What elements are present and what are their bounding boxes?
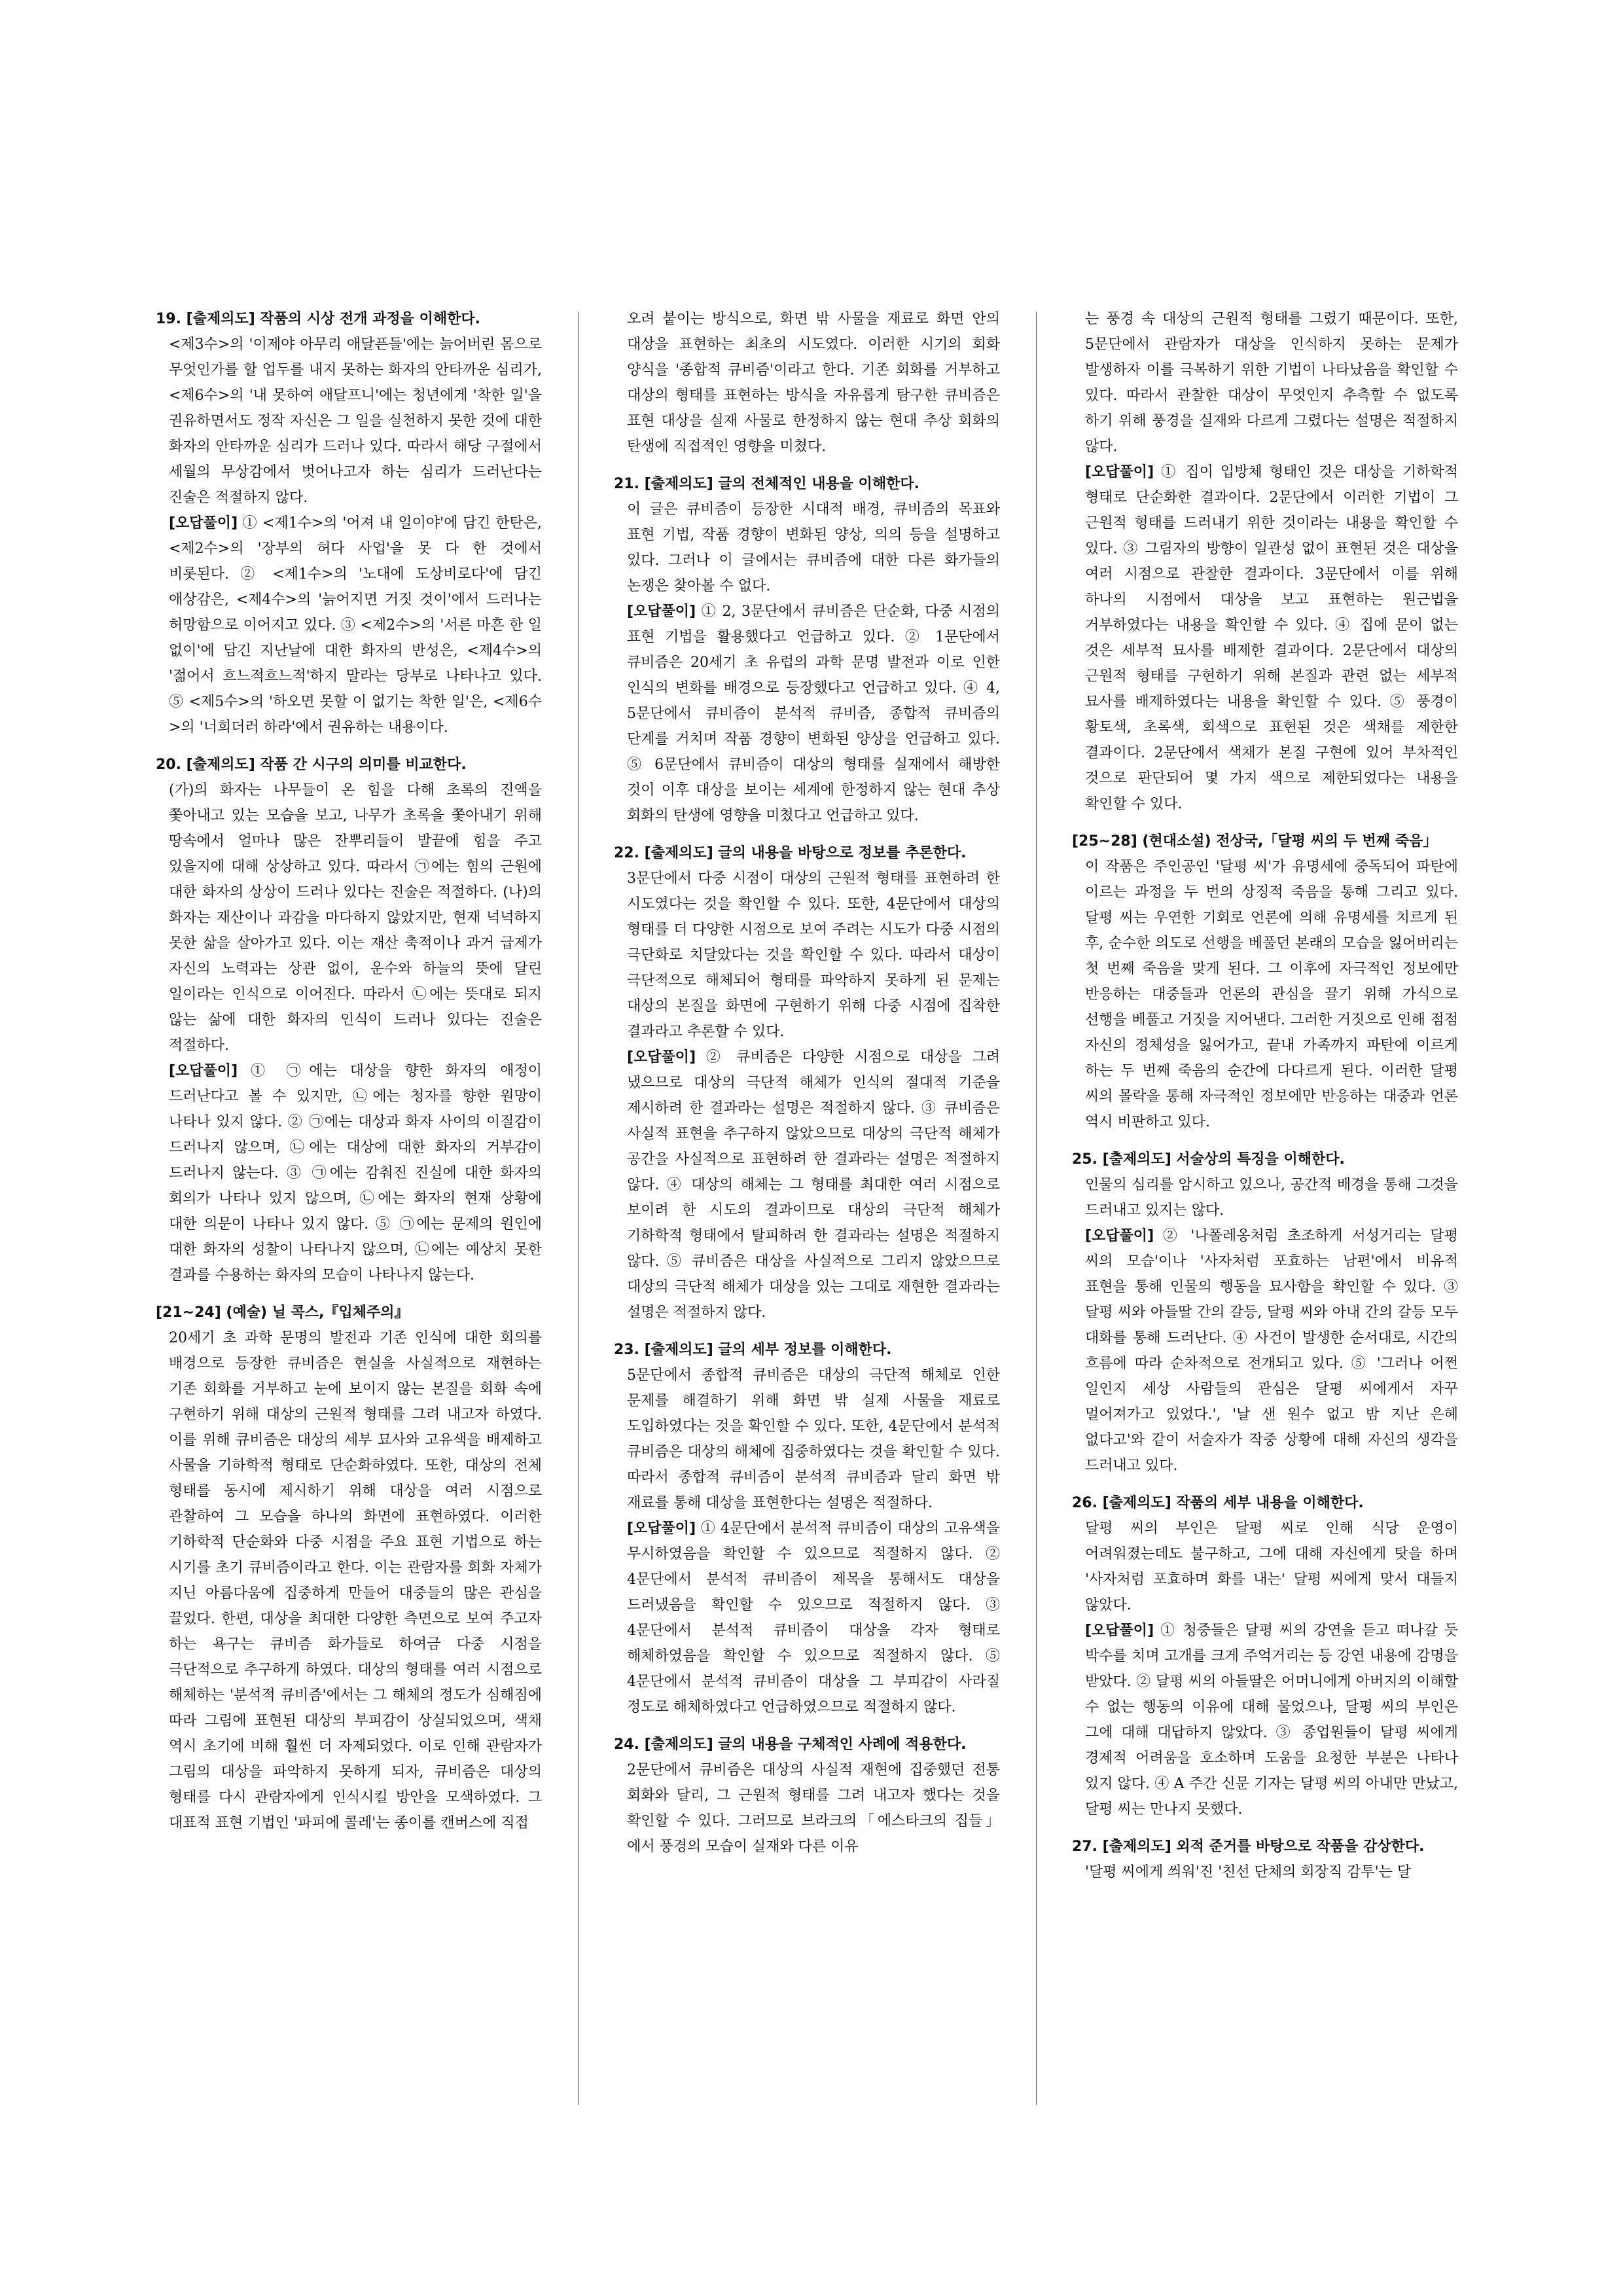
paragraph-text: 이 글은 큐비즘이 등장한 시대적 배경, 큐비즘의 목표와 표현 기법, 작품 경향이 변화된 양상, 의의 등을 설명하고 있다. 그러나 이 글에서는 큐비즘에 대한 다른 화가들의 논쟁은 찾아볼 수 없다. xyxy=(627,501,1000,594)
answer-sheet-page xyxy=(156,306,1465,2113)
explanation-paragraph xyxy=(614,866,1000,1045)
explanation-paragraph xyxy=(614,497,1000,599)
wrong-answer-tag: [오답풀이] xyxy=(1085,1228,1154,1244)
wrong-answer-tag: [오답풀이] xyxy=(627,1520,696,1537)
answer-section xyxy=(156,1300,542,1836)
paragraph-text: 인물의 심리를 암시하고 있으나, 공간적 배경을 통해 그것을 드러내고 있지는 않다. xyxy=(1085,1177,1458,1219)
answer-section xyxy=(1072,306,1458,817)
answer-section xyxy=(614,471,1000,829)
answer-section xyxy=(1072,829,1458,1135)
explanation-paragraph xyxy=(614,1363,1000,1516)
explanation-paragraph xyxy=(614,306,1000,459)
paragraph-text: (가)의 화자는 나무들이 온 힘을 다해 초록의 진액을 쫓아내고 있는 모습을 보고, 나무가 초록을 쫓아내기 위해 땅속에서 얼마나 많은 잔뿌리들이 발끝에 힘을 주고 있을지에 대해 상상하고 있다. 따라서 ㉠에는 힘의 근원에 대한 화자의 상상이 드러나 있다는 진술은 적절하다. (나)의 화자는 재산이나 과감을 마다하지 않았지만, 현재 넉넉하지 못한 삶을 살아가고 있다. 이는 재산 축적이나 과거 급제가 자신의 노력과는 상관 없이, 운수와 하늘의 뜻에 달린 일이라는 인식으로 이어진다. 따라서 ㉡에는 뜻대로 되지 않는 삶에 대한 화자의 인식이 드러나 있다는 진술은 적절하다. xyxy=(169,782,542,1054)
paragraph-text: ① 청중들은 달평 씨의 강연을 듣고 떠나갈 듯 박수를 치며 고개를 크게 주억거리는 등 강연 내용에 감명을 받았다. ② 달평 씨의 아들딸은 어머니에게 아버지의 이해할 수 없는 행동의 이유에 대해 물었으나, 달평 씨의 부인은 그에 대해 대답하지 않았다. ③ 종업원들이 달평 씨에게 경제적 어려움을 호소하며 도움을 요청한 부분은 나타나 있지 않다. ④ A 주간 신문 기자는 달평 씨의 아내만 만났고, 달평 씨는 만나지 못했다. xyxy=(1085,1623,1458,1818)
paragraph-text: ① ㉠에는 대상을 향한 화자의 애정이 드러난다고 볼 수 있지만, ㉡에는 청자를 향한 원망이 나타나 있지 않다. ② ㉠에는 대상과 화자 사이의 이질감이 드러나지 않으며, ㉡에는 대상에 대한 화자의 거부감이 드러나지 않는다. ③ ㉠에는 감춰진 진실에 대한 화자의 회의가 나타나 있지 않으며, ㉡에는 화자의 현재 상황에 대한 의문이 나타나 있지 않다. ⑤ ㉠에는 문제의 원인에 대한 화자의 성찰이 나타나지 않으며, ㉡에는 예상치 못한 결과를 수용하는 화자의 모습이 나타나지 않는다. xyxy=(169,1063,542,1283)
answer-section xyxy=(614,306,1000,459)
explanation-paragraph xyxy=(1072,1172,1458,1223)
section-heading: 26. [출제의도] 작품의 세부 내용을 이해한다. xyxy=(1072,1495,1364,1511)
paragraph-text: ② '나폴레옹처럼 초조하게 서성거리는 달평 씨의 모습'이나 '사자처럼 포효하는 남편'에서 비유적 표현을 통해 인물의 행동을 묘사함을 확인할 수 있다. ③ 달평 씨와 아들딸 간의 갈등, 달평 씨와 아내 간의 갈등 모두 대화를 통해 드러난다. ④ 사건이 발생한 순서대로, 시간의 흐름에 따라 순차적으로 전개되고 있다. ⑤ '그러나 어쩐 일인지 세상 사람들의 관심은 달평 씨에게서 자꾸 멀어져가고 있었다.', '날 샌 원수 없고 밤 지난 은혜 없다고'와 같이 서술자가 작중 상황에 대해 자신의 생각을 드러내고 있다. xyxy=(1085,1228,1458,1474)
explanation-paragraph xyxy=(1072,1618,1458,1822)
paragraph-text: 는 풍경 속 대상의 근원적 형태를 그렸기 때문이다. 또한, 5문단에서 관람자가 대상을 인식하지 못하는 문제가 발생하자 이를 극복하기 위한 기법이 나타났음을 확인할 수 있다. 따라서 관찰한 대상이 무엇인지 추측할 수 없도록 하기 위해 풍경을 실재와 다르게 그렸다는 설명은 적절하지 않다. xyxy=(1085,311,1458,455)
section-heading: [21~24] (예술) 닐 콕스,『입체주의』 xyxy=(156,1304,409,1321)
column-1 xyxy=(156,306,542,2113)
wrong-answer-tag: [오답풀이] xyxy=(169,515,238,531)
explanation-paragraph xyxy=(1072,1516,1458,1618)
paragraph-text: 20세기 초 과학 문명의 발전과 기존 인식에 대한 회의를 배경으로 등장한 큐비즘은 현실을 사실적으로 재현하는 기존 회화를 거부하고 눈에 보이지 않는 본질을 회화 속에 구현하기 위해 대상의 근원적 형태를 그려 내고자 하였다. 이를 위해 큐비즘은 대상의 세부 묘사와 고유색을 배제하고 사물을 기하학적 형태로 단순화하였다. 또한, 대상의 전체 형태를 동시에 제시하기 위해 대상을 여러 시점으로 관찰하여 그 모습을 하나의 화면에 표현하였다. 이러한 기하학적 단순화와 다중 시점을 주요 표현 기법으로 하는 시기를 초기 큐비즘이라고 한다. 이는 관람자를 회화 자체가 지닌 아름다움에 집중하게 만들어 대중들의 많은 관심을 끌었다. 한편, 대상을 최대한 다양한 측면으로 보여 주고자 하는 욕구는 큐비즘 화가들로 하여금 다중 시점을 극단적으로 추구하게 하였다. 대상의 형태를 여러 시점으로 해체하는 '분석적 큐비즘'에서는 그 해체의 정도가 심해짐에 따라 그림에 표현된 대상의 부피감이 상실되었으며, 색채 역시 초기에 비해 훨씬 더 자제되었다. 이로 인해 관람자가 그림의 대상을 파악하지 못하게 되자, 큐비즘은 대상의 형태를 다시 관람자에게 인식시킬 방안을 모색하였다. 그 대표적 표현 기법인 '파피에 콜레'는 종이를 캔버스에 직접 xyxy=(169,1330,542,1831)
paragraph-text: <제3수>의 '이제야 아무리 애달픈들'에는 늙어버린 몸으로 무엇인가를 할 업두를 내지 못하는 화자의 안타까운 심리가, <제6수>의 '내 못하여 애달프니'에는 청년에게 '착한 일'을 권유하면서도 정작 자신은 그 일을 실천하지 못한 것에 대한 화자의 안타까운 심리가 드러나 있다. 따라서 해당 구절에서 세월의 무상감에서 벗어나고자 하는 심리가 드러난다는 진술은 적절하지 않다. xyxy=(169,336,542,506)
section-heading: 20. [출제의도] 작품 간 시구의 의미를 비교한다. xyxy=(156,757,467,773)
paragraph-text: 오려 붙이는 방식으로, 화면 밖 사물을 재료로 화면 안의 대상을 표현하는 최초의 시도였다. 이러한 시기의 회화 양식을 '종합적 큐비즘'이라고 한다. 기존 회화를 거부하고 대상의 형태를 표현하는 방식을 자유롭게 탐구한 큐비즘은 표현 대상을 실재 사물로 한정하지 않는 현대 추상 회화의 탄생에 직접적인 영향을 미쳤다. xyxy=(627,311,1000,455)
paragraph-text: ① 집이 입방체 형태인 것은 대상을 기하학적 형태로 단순화한 결과이다. 2문단에서 이러한 기법이 그 근원적 형태를 드러내기 위한 것이라는 내용을 확인할 수 있다. ③ 그림자의 방향이 일관성 없이 표현된 것은 대상을 여러 시점으로 관찰한 결과이다. 3문단에서 이를 위해 하나의 시점에서 대상을 보고 표현하는 원근법을 거부하였다는 내용을 확인할 수 있다. ④ 집에 문이 없는 것은 세부적 묘사를 배제한 결과이다. 2문단에서 대상의 근원적 형태를 구현하기 위해 본질과 관련 없는 세부적 묘사를 배제하였다는 내용을 확인할 수 있다. ⑤ 풍경이 황토색, 초록색, 회색으로 표현된 것은 색채를 제한한 결과이다. 2문단에서 색채가 본질 구현에 있어 부차적인 것으로 판단되어 몇 가지 색으로 제한되었다는 내용을 확인할 수 있다. xyxy=(1085,464,1458,812)
explanation-paragraph xyxy=(1072,1223,1458,1479)
answer-section xyxy=(1072,1147,1458,1479)
explanation-paragraph xyxy=(156,778,542,1058)
explanation-paragraph xyxy=(156,332,542,511)
paragraph-text: 이 작품은 주인공인 '달평 씨'가 유명세에 중독되어 파탄에 이르는 과정을 두 번의 상징적 죽음을 통해 그리고 있다. 달평 씨는 우연한 기회로 언론에 의해 유명세를 치르게 된 후, 순수한 의도로 선행을 베풀던 본래의 모습을 잃어버리는 첫 번째 죽음을 맞게 된다. 그 이후에 자극적인 정보에만 반응하는 대중들과 언론의 관심을 끌기 위해 가식으로 선행을 베풀고 거짓을 지어낸다. 그러한 거짓으로 인해 점점 자신의 정체성을 잃어가고, 끝내 가족까지 파탄에 이르게 하는 두 번째 죽음의 순간에 다다르게 된다. 이러한 달평 씨의 몰락을 통해 자극적인 정보에만 반응하는 대중과 언론 역시 비판하고 있다. xyxy=(1085,859,1458,1130)
explanation-paragraph xyxy=(156,511,542,740)
answer-section xyxy=(156,306,542,740)
explanation-paragraph xyxy=(1072,459,1458,817)
explanation-paragraph xyxy=(614,1516,1000,1720)
section-heading: 27. [출제의도] 외적 준거를 바탕으로 작품을 감상한다. xyxy=(1072,1839,1425,1855)
section-heading: 22. [출제의도] 글의 내용을 바탕으로 정보를 추론한다. xyxy=(614,845,967,861)
answer-section xyxy=(1072,1490,1458,1822)
column-2 xyxy=(614,306,1000,2113)
column-divider xyxy=(578,312,579,2105)
section-heading: 23. [출제의도] 글의 세부 정보를 이해한다. xyxy=(614,1342,892,1358)
column-3 xyxy=(1072,306,1458,2113)
paragraph-text: 달평 씨의 부인은 달평 씨로 인해 식당 운영이 어려워졌는데도 불구하고, 그에 대해 자신에게 탓을 하며 '사자처럼 포효하며 화를 내는' 달평 씨에게 맞서 대들지 않았다. xyxy=(1085,1520,1458,1613)
section-heading: 21. [출제의도] 글의 전체적인 내용을 이해한다. xyxy=(614,476,920,492)
section-heading: 25. [출제의도] 서술상의 특징을 이해한다. xyxy=(1072,1151,1345,1168)
paragraph-text: 2문단에서 큐비즘은 대상의 사실적 재현에 집중했던 전통 회화와 달리, 그 근원적 형태를 그려 내고자 했다는 것을 확인할 수 있다. 그러므로 브라크의「에스타크의 집들」에서 풍경의 모습이 실재와 다른 이유 xyxy=(627,1762,1000,1855)
section-heading: 19. [출제의도] 작품의 시상 전개 과정을 이해한다. xyxy=(156,311,480,327)
paragraph-text: ① <제1수>의 '어져 내 일이야'에 담긴 한탄은, <제2수>의 '장부의 허다 사업'을 못 다 한 것에서 비롯된다. ② <제1수>의 '노대에 도상비로다'에 담긴 애상감은, <제4수>의 '늙어지면 거짓 것이'에서 드러나는 허망함으로 이어지고 있다. ③ <제2수>의 '서른 마흔 한 일 없이'에 담긴 지난날에 대한 화자의 반성은, <제4수>의 '젊어서 흐느적흐느적'하지 말라는 당부로 나타나고 있다. ⑤ <제5수>의 '하오면 못할 이 없기는 착한 일'은, <제6수>의 '너희더러 하라'에서 권유하는 내용이다. xyxy=(169,515,542,736)
paragraph-text: ② 큐비즘은 다양한 시점으로 대상을 그려 냈으므로 대상의 극단적 해체가 인식의 절대적 기준을 제시하려 한 결과라는 설명은 적절하지 않다. ③ 큐비즘은 사실적 표현을 추구하지 않았으므로 대상의 극단적 해체가 공간을 사실적으로 표현하려 한 결과라는 설명은 적절하지 않다. ④ 대상의 해체는 그 형태를 최대한 여러 시점으로 보이려 한 시도의 결과이므로 대상의 극단적 해체가 기하학적 형태에서 탈피하려 한 결과라는 설명은 적절하지 않다. ⑤ 큐비즘은 대상을 사실적으로 그리지 않았으므로 대상의 극단적 해체가 대상을 있는 그대로 재현한 결과라는 설명은 적절하지 않다. xyxy=(627,1049,1000,1321)
explanation-paragraph xyxy=(156,1058,542,1288)
wrong-answer-tag: [오답풀이] xyxy=(627,1049,696,1066)
paragraph-text: 5문단에서 종합적 큐비즘은 대상의 극단적 해체로 인한 문제를 해결하기 위해 화면 밖 실제 사물을 재료로 도입하였다는 것을 확인할 수 있다. 또한, 4문단에서 분석적 큐비즘은 대상의 해체에 집중하였다는 것을 확인할 수 있다. 따라서 종합적 큐비즘이 분석적 큐비즘과 달리 화면 밖 재료를 통해 대상을 표현한다는 설명은 적절하다. xyxy=(627,1367,1000,1511)
explanation-paragraph xyxy=(1072,306,1458,459)
wrong-answer-tag: [오답풀이] xyxy=(1085,464,1154,480)
explanation-paragraph xyxy=(614,599,1000,829)
section-heading: 24. [출제의도] 글의 내용을 구체적인 사례에 적용한다. xyxy=(614,1736,967,1753)
answer-section xyxy=(614,1337,1000,1720)
explanation-paragraph xyxy=(614,1045,1000,1325)
column-divider xyxy=(1036,312,1037,2105)
paragraph-text: ① 4문단에서 분석적 큐비즘이 대상의 고유색을 무시하였음을 확인할 수 있으므로 적절하지 않다. ② 4문단에서 분석적 큐비즘이 제목을 통해서도 대상을 드러냈음을 확인할 수 있으므로 적절하지 않다. ③ 4문단에서 분석적 큐비즘이 대상을 각자 형태로 해체하였음을 확인할 수 있으므로 적절하지 않다. ⑤ 4문단에서 분석적 큐비즘이 대상을 그 부피감이 사라질 정도로 해체하였다고 언급하였으므로 적절하지 않다. xyxy=(627,1520,1000,1715)
answer-section xyxy=(614,1732,1000,1859)
wrong-answer-tag: [오답풀이] xyxy=(169,1063,238,1079)
explanation-paragraph xyxy=(1072,854,1458,1135)
wrong-answer-tag: [오답풀이] xyxy=(627,603,696,620)
explanation-paragraph xyxy=(156,1325,542,1836)
answer-section xyxy=(156,752,542,1288)
paragraph-text: '달평 씨에게 씌워'진 '친선 단체의 회장직 감투'는 달 xyxy=(1085,1864,1412,1880)
paragraph-text: 3문단에서 다중 시점이 대상의 근원적 형태를 표현하려 한 시도였다는 것을 확인할 수 있다. 또한, 4문단에서 대상의 형태를 더 다양한 시점으로 보여 주려는 시도가 다중 시점의 극단화로 치달았다는 것을 확인할 수 있다. 따라서 대상이 극단적으로 해체되어 형태를 파악하지 못하게 된 문제는 대상의 본질을 화면에 구현하기 위해 다중 시점에 집착한 결과라고 추론할 수 있다. xyxy=(627,870,1000,1040)
answer-section xyxy=(1072,1834,1458,1885)
explanation-paragraph xyxy=(1072,1859,1458,1885)
wrong-answer-tag: [오답풀이] xyxy=(1085,1623,1154,1639)
paragraph-text: ① 2, 3문단에서 큐비즘은 단순화, 다중 시점의 표현 기법을 활용했다고 언급하고 있다. ② 1문단에서 큐비즘은 20세기 초 유럽의 과학 문명 발전과 이로 인한 인식의 변화를 배경으로 등장했다고 언급하고 있다. ④ 4, 5문단에서 큐비즘이 분석적 큐비즘, 종합적 큐비즘의 단계를 거치며 작품 경향이 변화된 양상을 언급하고 있다. ⑤ 6문단에서 큐비즘이 대상의 형태를 실재에서 해방한 것이 이후 대상을 보이는 세계에 한정하지 않는 현대 추상 회화의 탄생에 영향을 미쳤다고 언급하고 있다. xyxy=(627,603,1000,824)
answer-section xyxy=(614,840,1000,1325)
section-heading: [25~28] (현대소설) 전상국,「달평 씨의 두 번째 죽음」 xyxy=(1072,833,1438,850)
explanation-paragraph xyxy=(614,1757,1000,1859)
